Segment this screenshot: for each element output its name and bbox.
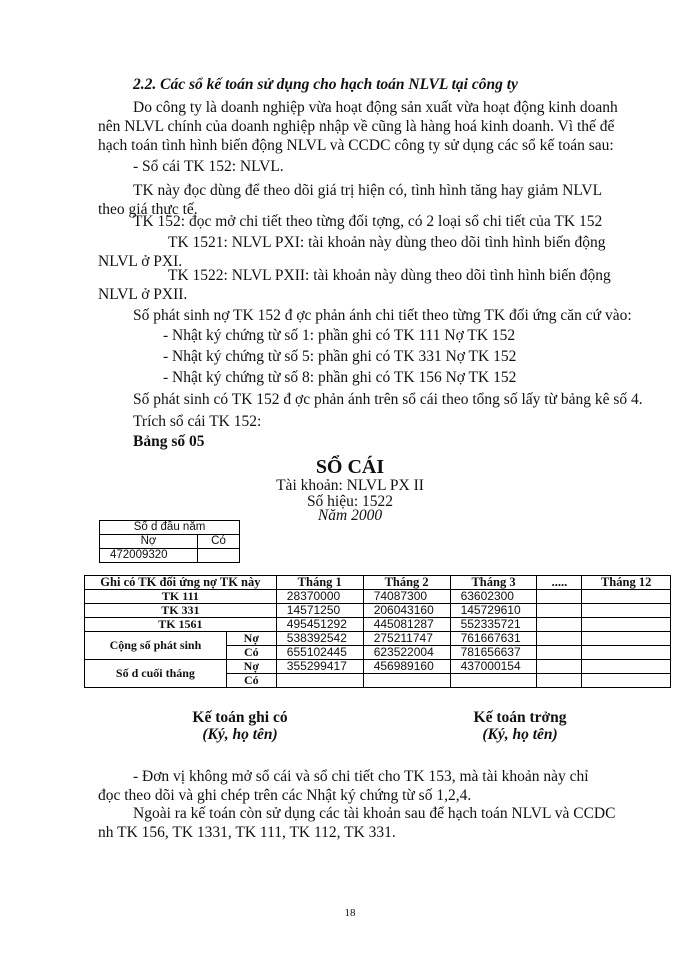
cong-co-label: Có <box>226 646 276 660</box>
cuoi-co-m1 <box>276 674 363 688</box>
cuoi-no-label: Nợ <box>226 660 276 674</box>
tk1561-m1: 495451292 <box>276 618 363 632</box>
cuoi-no-m1: 355299417 <box>276 660 363 674</box>
phat-sinh-co: Số phát sinh có TK 152 đ ợc phản ánh trên sổ cái theo tổng số lấy từ bảng kê số 4. <box>133 391 643 408</box>
tk111-m12 <box>582 590 671 604</box>
month-12-header: Tháng 12 <box>582 576 671 590</box>
signature-right-name: Kế toán trởng <box>473 709 567 726</box>
account-tk331: TK 331 <box>85 604 277 618</box>
account-tk1561: TK 1561 <box>85 618 277 632</box>
account-tk111: TK 111 <box>85 590 277 604</box>
cong-no-m3: 761667631 <box>450 632 537 646</box>
cong-co-m-etc <box>537 646 582 660</box>
tk1561-m12 <box>582 618 671 632</box>
cong-co-m12 <box>582 646 671 660</box>
section-heading: 2.2. Các sổ kế toán sử dụng cho hạch toán NLVL tại công ty <box>133 76 518 93</box>
signature-right-role: (Ký, họ tên) <box>482 726 558 743</box>
cuoi-label: Số d cuối tháng <box>85 660 227 688</box>
other-accounts-line-1: Ngoài ra kế toán còn sử dụng các tài khoản sau để hạch toán NLVL và CCDC <box>133 805 616 822</box>
other-accounts-line-2: nh TK 156, TK 1331, TK 111, TK 112, TK 331. <box>98 824 396 841</box>
table-row <box>85 618 671 632</box>
tk-desc-line-2: theo giá thực tế. <box>98 201 198 218</box>
table-row <box>85 604 671 618</box>
intro-line-1: Do công ty là doanh nghiệp vừa hoạt động sản xuất vừa hoạt động kinh doanh <box>133 99 618 116</box>
note-tk153-line-2: đọc theo dõi và ghi chép trên các Nhật ký chứng từ số 1,2,4. <box>98 787 472 804</box>
signature-left-role: (Ký, họ tên) <box>202 726 278 743</box>
tk1522-line-2: NLVL ở PXII. <box>98 286 188 303</box>
ledger-table <box>84 575 671 688</box>
tai-khoan: Tài khoản: NLVL PX II <box>276 477 424 494</box>
cong-no-m1: 538392542 <box>276 632 363 646</box>
tk111-m-etc <box>537 590 582 604</box>
nhat-ky-1: - Nhật ký chứng từ số 1: phần ghi có TK 111 Nợ TK 152 <box>163 327 516 344</box>
tk331-m1: 14571250 <box>276 604 363 618</box>
cong-no-m12 <box>582 632 671 646</box>
tk111-m3: 63602300 <box>450 590 537 604</box>
cuoi-co-m-etc <box>537 674 582 688</box>
cong-co-m2: 623522004 <box>363 646 450 660</box>
tk1561-m-etc <box>537 618 582 632</box>
opening-no-label: Nợ <box>100 535 198 549</box>
signature-right <box>440 709 600 743</box>
opening-no-value: 472009320 <box>100 549 198 563</box>
cuoi-co-m3 <box>450 674 537 688</box>
tk1521-line-1: TK 1521: NLVL PXI: tài khoản này dùng theo dõi tình hình biến động <box>168 234 606 251</box>
cong-label: Cộng số phát sinh <box>85 632 227 660</box>
tk-desc-line-1: TK này đọc dùng để theo dõi giá trị hiện có, tình hình tăng hay giảm NLVL <box>133 182 603 199</box>
tk152-detail: TK 152: đọc mở chi tiết theo từng đối tợng, có 2 loại sổ chi tiết của TK 152 <box>133 213 603 230</box>
tk111-m1: 28370000 <box>276 590 363 604</box>
intro-line-2: nên NLVL chính của doanh nghiệp nhập về cũng là hàng hoá kinh doanh. Vì thế để <box>98 118 615 135</box>
cuoi-co-label: Có <box>226 674 276 688</box>
tk1522-line-1: TK 1522: NLVL PXII: tài khoản này dùng theo dõi tình hình biến động <box>168 267 611 284</box>
cong-no-m2: 275211747 <box>363 632 450 646</box>
opening-co-value <box>198 549 240 563</box>
opening-balance-table <box>99 520 240 563</box>
cuoi-no-m2: 456989160 <box>363 660 450 674</box>
table-row <box>85 660 671 674</box>
month-ellipsis-header: ..... <box>537 576 582 590</box>
tk1561-m3: 552335721 <box>450 618 537 632</box>
cong-co-m1: 655102445 <box>276 646 363 660</box>
nhat-ky-5: - Nhật ký chứng từ số 5: phần ghi có TK 331 Nợ TK 152 <box>163 348 517 365</box>
signature-left <box>160 709 320 743</box>
signature-left-name: Kế toán ghi có <box>192 709 288 726</box>
month-2-header: Tháng 2 <box>363 576 450 590</box>
table-row <box>85 590 671 604</box>
cong-co-m3: 781656637 <box>450 646 537 660</box>
so-hieu: Số hiệu: 1522 <box>306 493 394 510</box>
cuoi-no-m3: 437000154 <box>450 660 537 674</box>
ledger-header-row <box>85 576 671 590</box>
bang-so: Bảng số 05 <box>133 433 205 450</box>
intro-line-3: hạch toán tình hình biến động NLVL và CCDC công ty sử dụng các sổ kế toán sau: <box>98 137 614 154</box>
bullet-so-cai: - Sổ cái TK 152: NLVL. <box>133 158 284 175</box>
opening-co-label: Có <box>198 535 240 549</box>
note-tk153-line-1: - Đơn vị không mở sổ cái và sổ chi tiết cho TK 153, mà tài khoản này chỉ <box>133 768 589 785</box>
opening-header: Số d đầu năm <box>100 521 240 535</box>
cong-no-m-etc <box>537 632 582 646</box>
ledger-header-label: Ghi có TK đối ứng nợ TK này <box>85 576 277 590</box>
page-number: 18 <box>344 907 356 919</box>
tk331-m12 <box>582 604 671 618</box>
tk1561-m2: 445081287 <box>363 618 450 632</box>
cuoi-no-m-etc <box>537 660 582 674</box>
ledger-title: SỔ CÁI <box>315 456 385 478</box>
trich-so-cai: Trích sổ cái TK 152: <box>133 413 262 430</box>
cuoi-co-m2 <box>363 674 450 688</box>
cuoi-no-m12 <box>582 660 671 674</box>
tk1521-line-2: NLVL ở PXI. <box>98 253 183 270</box>
nam: Năm 2000 <box>317 507 383 524</box>
month-1-header: Tháng 1 <box>276 576 363 590</box>
table-row <box>85 632 671 646</box>
cuoi-co-m12 <box>582 674 671 688</box>
tk331-m3: 145729610 <box>450 604 537 618</box>
tk331-m-etc <box>537 604 582 618</box>
month-3-header: Tháng 3 <box>450 576 537 590</box>
tk111-m2: 74087300 <box>363 590 450 604</box>
phat-sinh-no: Số phát sinh nợ TK 152 đ ợc phản ánh chi tiết theo từng TK đối ứng căn cứ vào: <box>133 307 632 324</box>
nhat-ky-8: - Nhật ký chứng từ số 8: phần ghi có TK 156 Nợ TK 152 <box>163 369 517 386</box>
cong-no-label: Nợ <box>226 632 276 646</box>
tk331-m2: 206043160 <box>363 604 450 618</box>
